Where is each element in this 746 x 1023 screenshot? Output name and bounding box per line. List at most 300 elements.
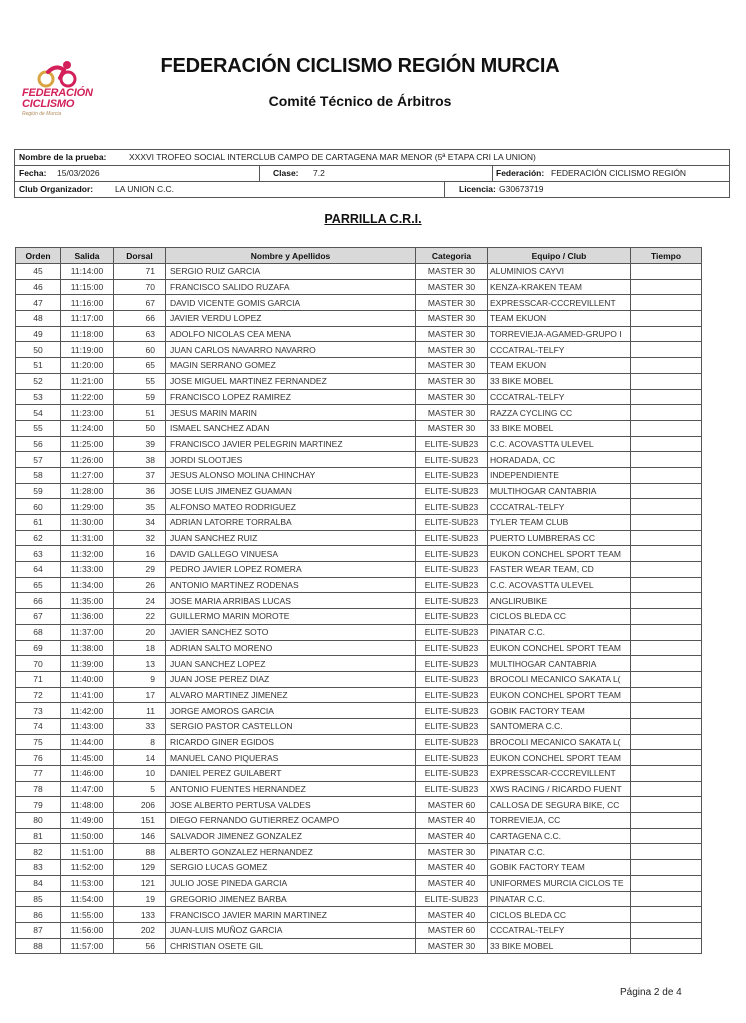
cell-nombre: DAVID GALLEGO VINUESA	[166, 546, 416, 562]
cell-nombre: DAVID VICENTE GOMIS GARCIA	[166, 295, 416, 311]
cell-nombre: FRANCISCO SALIDO RUZAFA	[166, 279, 416, 295]
table-row[interactable]	[16, 640, 702, 656]
cell-orden: 49	[16, 326, 61, 342]
prueba-value: XXXVI TROFEO SOCIAL INTERCLUB CAMPO DE CARTAGENA MAR MENOR (5ª ETAPA CRI LA UNION)	[129, 152, 536, 162]
table-row[interactable]	[16, 562, 702, 578]
cell-nombre: JAVIER SANCHEZ SOTO	[166, 624, 416, 640]
cell-nombre: ALVARO MARTINEZ JIMENEZ	[166, 687, 416, 703]
col-header-nombre[interactable]: Nombre y Apellidos	[166, 248, 416, 264]
cell-tiempo[interactable]	[631, 875, 702, 891]
cell-tiempo[interactable]	[631, 687, 702, 703]
cell-dorsal: 71	[114, 264, 166, 280]
info-row-club	[15, 182, 729, 197]
cell-tiempo[interactable]	[631, 813, 702, 829]
cell-nombre: JOSE LUIS JIMENEZ GUAMAN	[166, 483, 416, 499]
table-row[interactable]	[16, 860, 702, 876]
cell-tiempo[interactable]	[631, 938, 702, 954]
cell-tiempo[interactable]	[631, 295, 702, 311]
cell-dorsal: 38	[114, 452, 166, 468]
table-row[interactable]	[16, 656, 702, 672]
cell-salida: 11:43:00	[61, 718, 114, 734]
table-row[interactable]	[16, 264, 702, 280]
table-row[interactable]	[16, 671, 702, 687]
cell-orden: 59	[16, 483, 61, 499]
col-header-tiempo[interactable]: Tiempo	[631, 248, 702, 264]
cell-categoria: MASTER 30	[416, 311, 488, 327]
cell-salida: 11:22:00	[61, 389, 114, 405]
table-row[interactable]	[16, 279, 702, 295]
cell-tiempo[interactable]	[631, 907, 702, 923]
col-header-salida[interactable]: Salida	[61, 248, 114, 264]
cell-categoria: ELITE-SUB23	[416, 562, 488, 578]
table-row[interactable]	[16, 750, 702, 766]
cell-equipo: XWS RACING / RICARDO FUENT	[488, 781, 631, 797]
cell-nombre: JESUS MARIN MARIN	[166, 405, 416, 421]
table-row[interactable]	[16, 436, 702, 452]
cell-nombre: SALVADOR JIMENEZ GONZALEZ	[166, 828, 416, 844]
cell-tiempo[interactable]	[631, 609, 702, 625]
table-row[interactable]	[16, 515, 702, 531]
cell-orden: 69	[16, 640, 61, 656]
table-row[interactable]	[16, 938, 702, 954]
logo-text-line3: Región de Murcia	[22, 111, 62, 117]
cell-tiempo[interactable]	[631, 467, 702, 483]
cell-orden: 72	[16, 687, 61, 703]
cell-dorsal: 11	[114, 703, 166, 719]
cell-categoria: ELITE-SUB23	[416, 718, 488, 734]
cell-orden: 64	[16, 562, 61, 578]
table-row[interactable]	[16, 530, 702, 546]
licencia-value: G30673719	[499, 184, 544, 194]
cell-salida: 11:49:00	[61, 813, 114, 829]
cell-nombre: FRANCISCO JAVIER MARIN MARTINEZ	[166, 907, 416, 923]
cell-dorsal: 55	[114, 373, 166, 389]
cell-salida: 11:39:00	[61, 656, 114, 672]
prueba-label: Nombre de la prueba:	[19, 152, 107, 162]
cell-equipo: GOBIK FACTORY TEAM	[488, 703, 631, 719]
cell-equipo: CICLOS BLEDA CC	[488, 907, 631, 923]
cell-tiempo[interactable]	[631, 358, 702, 374]
table-row[interactable]	[16, 546, 702, 562]
table-row[interactable]	[16, 342, 702, 358]
cell-salida: 11:32:00	[61, 546, 114, 562]
table-row[interactable]	[16, 734, 702, 750]
cell-categoria: ELITE-SUB23	[416, 515, 488, 531]
cell-tiempo[interactable]	[631, 750, 702, 766]
cell-tiempo[interactable]	[631, 781, 702, 797]
cell-dorsal: 202	[114, 922, 166, 938]
cell-dorsal: 9	[114, 671, 166, 687]
cell-nombre: JUAN JOSE PEREZ DIAZ	[166, 671, 416, 687]
cell-salida: 11:16:00	[61, 295, 114, 311]
cell-categoria: MASTER 40	[416, 907, 488, 923]
cell-salida: 11:29:00	[61, 499, 114, 515]
cell-equipo: MULTIHOGAR CANTABRIA	[488, 483, 631, 499]
document-subtitle: Comité Técnico de Árbitros	[268, 93, 452, 109]
cell-orden: 48	[16, 311, 61, 327]
cell-categoria: ELITE-SUB23	[416, 467, 488, 483]
fecha-value: 15/03/2026	[57, 168, 100, 178]
cell-tiempo[interactable]	[631, 279, 702, 295]
cell-equipo: EUKON CONCHEL SPORT TEAM	[488, 750, 631, 766]
table-row[interactable]	[16, 577, 702, 593]
divider	[259, 166, 260, 181]
table-row[interactable]	[16, 781, 702, 797]
cell-tiempo[interactable]	[631, 860, 702, 876]
cell-dorsal: 63	[114, 326, 166, 342]
cell-tiempo[interactable]	[631, 766, 702, 782]
cell-categoria: MASTER 30	[416, 389, 488, 405]
table-row[interactable]	[16, 891, 702, 907]
cell-categoria: MASTER 40	[416, 813, 488, 829]
start-grid-table	[15, 247, 702, 954]
cell-tiempo[interactable]	[631, 499, 702, 515]
cell-tiempo[interactable]	[631, 703, 702, 719]
cell-categoria: ELITE-SUB23	[416, 734, 488, 750]
cell-orden: 75	[16, 734, 61, 750]
cell-nombre: JESUS ALONSO MOLINA CHINCHAY	[166, 467, 416, 483]
cell-orden: 71	[16, 671, 61, 687]
cell-categoria: MASTER 30	[416, 295, 488, 311]
cell-orden: 83	[16, 860, 61, 876]
table-row[interactable]	[16, 828, 702, 844]
cell-salida: 11:27:00	[61, 467, 114, 483]
table-row[interactable]	[16, 907, 702, 923]
cell-dorsal: 88	[114, 844, 166, 860]
divider	[492, 166, 493, 181]
cell-dorsal: 34	[114, 515, 166, 531]
cell-categoria: ELITE-SUB23	[416, 593, 488, 609]
cell-equipo: RAZZA CYCLING CC	[488, 405, 631, 421]
cell-nombre: GUILLERMO MARIN MOROTE	[166, 609, 416, 625]
cell-equipo: CALLOSA DE SEGURA BIKE, CC	[488, 797, 631, 813]
cell-equipo: CCCATRAL-TELFY	[488, 342, 631, 358]
logo-text-line1: FEDERACIÓN	[22, 87, 93, 99]
cell-salida: 11:42:00	[61, 703, 114, 719]
cell-orden: 85	[16, 891, 61, 907]
cell-equipo: 33 BIKE MOBEL	[488, 373, 631, 389]
cell-equipo: CARTAGENA C.C.	[488, 828, 631, 844]
table-row[interactable]	[16, 405, 702, 421]
cell-tiempo[interactable]	[631, 546, 702, 562]
cell-tiempo[interactable]	[631, 436, 702, 452]
cell-equipo: EXPRESSCAR-CCCREVILLENT	[488, 766, 631, 782]
cell-orden: 45	[16, 264, 61, 280]
cell-tiempo[interactable]	[631, 797, 702, 813]
cell-categoria: MASTER 30	[416, 844, 488, 860]
cell-tiempo[interactable]	[631, 420, 702, 436]
cell-orden: 61	[16, 515, 61, 531]
cell-categoria: ELITE-SUB23	[416, 530, 488, 546]
cell-equipo: EUKON CONCHEL SPORT TEAM	[488, 546, 631, 562]
cell-equipo: EUKON CONCHEL SPORT TEAM	[488, 687, 631, 703]
col-header-categoria[interactable]: Categoria	[416, 248, 488, 264]
cell-nombre: RICARDO GINER EGIDOS	[166, 734, 416, 750]
cell-salida: 11:55:00	[61, 907, 114, 923]
cell-tiempo[interactable]	[631, 718, 702, 734]
cell-tiempo[interactable]	[631, 828, 702, 844]
table-row[interactable]	[16, 875, 702, 891]
cell-salida: 11:56:00	[61, 922, 114, 938]
table-row[interactable]	[16, 609, 702, 625]
cell-dorsal: 67	[114, 295, 166, 311]
cell-dorsal: 13	[114, 656, 166, 672]
cell-orden: 56	[16, 436, 61, 452]
cell-categoria: MASTER 30	[416, 326, 488, 342]
cell-nombre: JOSE MARIA ARRIBAS LUCAS	[166, 593, 416, 609]
cell-tiempo[interactable]	[631, 405, 702, 421]
cell-equipo: BROCOLI MECANICO SAKATA L(	[488, 671, 631, 687]
cell-salida: 11:26:00	[61, 452, 114, 468]
cell-categoria: ELITE-SUB23	[416, 671, 488, 687]
cell-orden: 82	[16, 844, 61, 860]
table-row[interactable]	[16, 797, 702, 813]
table-row[interactable]	[16, 499, 702, 515]
cell-tiempo[interactable]	[631, 483, 702, 499]
cell-orden: 66	[16, 593, 61, 609]
cell-salida: 11:44:00	[61, 734, 114, 750]
cell-dorsal: 39	[114, 436, 166, 452]
table-row[interactable]	[16, 718, 702, 734]
cell-equipo: GOBIK FACTORY TEAM	[488, 860, 631, 876]
cell-salida: 11:35:00	[61, 593, 114, 609]
clase-value: 7.2	[313, 168, 325, 178]
cell-categoria: ELITE-SUB23	[416, 766, 488, 782]
cell-tiempo[interactable]	[631, 640, 702, 656]
cell-orden: 47	[16, 295, 61, 311]
cell-categoria: MASTER 30	[416, 420, 488, 436]
cell-tiempo[interactable]	[631, 452, 702, 468]
table-row[interactable]	[16, 389, 702, 405]
col-header-orden[interactable]: Orden	[16, 248, 61, 264]
cell-nombre: JUAN CARLOS NAVARRO NAVARRO	[166, 342, 416, 358]
table-row[interactable]	[16, 922, 702, 938]
table-row[interactable]	[16, 687, 702, 703]
table-row[interactable]	[16, 813, 702, 829]
col-header-equipo[interactable]: Equipo / Club	[488, 248, 631, 264]
cell-equipo: TORREVIEJA-AGAMED-GRUPO I	[488, 326, 631, 342]
cell-categoria: ELITE-SUB23	[416, 499, 488, 515]
cell-orden: 51	[16, 358, 61, 374]
fecha-label: Fecha:	[19, 168, 47, 178]
table-row[interactable]	[16, 766, 702, 782]
cell-categoria: MASTER 40	[416, 860, 488, 876]
cell-dorsal: 146	[114, 828, 166, 844]
cell-dorsal: 26	[114, 577, 166, 593]
cell-dorsal: 129	[114, 860, 166, 876]
cell-orden: 80	[16, 813, 61, 829]
race-info-box	[14, 149, 730, 198]
cell-dorsal: 16	[114, 546, 166, 562]
page-number: Página 2 de 4	[620, 987, 682, 998]
cell-categoria: ELITE-SUB23	[416, 891, 488, 907]
cell-dorsal: 33	[114, 718, 166, 734]
cell-salida: 11:14:00	[61, 264, 114, 280]
cell-nombre: ADOLFO NICOLAS CEA MENA	[166, 326, 416, 342]
cell-equipo: PINATAR C.C.	[488, 624, 631, 640]
cell-tiempo[interactable]	[631, 342, 702, 358]
cell-tiempo[interactable]	[631, 593, 702, 609]
cell-nombre: JOSE ALBERTO PERTUSA VALDES	[166, 797, 416, 813]
table-row[interactable]	[16, 326, 702, 342]
cell-dorsal: 29	[114, 562, 166, 578]
cell-salida: 11:24:00	[61, 420, 114, 436]
cell-categoria: MASTER 40	[416, 828, 488, 844]
cell-nombre: ISMAEL SANCHEZ ADAN	[166, 420, 416, 436]
table-row[interactable]	[16, 358, 702, 374]
cell-dorsal: 66	[114, 311, 166, 327]
cell-equipo: CCCATRAL-TELFY	[488, 389, 631, 405]
cell-orden: 62	[16, 530, 61, 546]
cell-tiempo[interactable]	[631, 326, 702, 342]
cell-equipo: TORREVIEJA, CC	[488, 813, 631, 829]
cell-salida: 11:30:00	[61, 515, 114, 531]
cell-tiempo[interactable]	[631, 530, 702, 546]
cell-orden: 50	[16, 342, 61, 358]
cell-nombre: ADRIAN LATORRE TORRALBA	[166, 515, 416, 531]
cell-equipo: TEAM EKUON	[488, 358, 631, 374]
club-value: LA UNION C.C.	[115, 184, 175, 194]
cell-nombre: ALFONSO MATEO RODRIGUEZ	[166, 499, 416, 515]
cell-tiempo[interactable]	[631, 671, 702, 687]
cell-nombre: JUAN SANCHEZ RUIZ	[166, 530, 416, 546]
cell-tiempo[interactable]	[631, 844, 702, 860]
cell-tiempo[interactable]	[631, 515, 702, 531]
cell-salida: 11:40:00	[61, 671, 114, 687]
cell-equipo: PUERTO LUMBRERAS CC	[488, 530, 631, 546]
cell-categoria: MASTER 30	[416, 279, 488, 295]
cell-dorsal: 60	[114, 342, 166, 358]
cell-orden: 88	[16, 938, 61, 954]
cell-dorsal: 36	[114, 483, 166, 499]
cell-categoria: ELITE-SUB23	[416, 656, 488, 672]
cyclist-icon	[34, 60, 88, 88]
cell-categoria: MASTER 30	[416, 373, 488, 389]
cell-salida: 11:19:00	[61, 342, 114, 358]
cell-categoria: ELITE-SUB23	[416, 436, 488, 452]
cell-salida: 11:23:00	[61, 405, 114, 421]
cell-nombre: DANIEL PEREZ GUILABERT	[166, 766, 416, 782]
cell-nombre: MANUEL CANO PIQUERAS	[166, 750, 416, 766]
cell-orden: 76	[16, 750, 61, 766]
cell-salida: 11:15:00	[61, 279, 114, 295]
cell-salida: 11:54:00	[61, 891, 114, 907]
cell-equipo: CCCATRAL-TELFY	[488, 499, 631, 515]
cell-tiempo[interactable]	[631, 624, 702, 640]
cell-equipo: SANTOMERA C.C.	[488, 718, 631, 734]
cell-equipo: C.C. ACOVASTTA ULEVEL	[488, 436, 631, 452]
cell-nombre: JULIO JOSE PINEDA GARCIA	[166, 875, 416, 891]
cell-orden: 46	[16, 279, 61, 295]
cell-salida: 11:37:00	[61, 624, 114, 640]
logo-text-line2: CICLISMO	[22, 98, 75, 110]
club-label: Club Organizador:	[19, 184, 94, 194]
cell-tiempo[interactable]	[631, 577, 702, 593]
cell-orden: 70	[16, 656, 61, 672]
cell-dorsal: 20	[114, 624, 166, 640]
cell-tiempo[interactable]	[631, 389, 702, 405]
table-row[interactable]	[16, 452, 702, 468]
cell-dorsal: 37	[114, 467, 166, 483]
cell-nombre: MAGIN SERRANO GOMEZ	[166, 358, 416, 374]
cell-categoria: ELITE-SUB23	[416, 640, 488, 656]
cell-tiempo[interactable]	[631, 264, 702, 280]
table-row[interactable]	[16, 420, 702, 436]
cell-nombre: PEDRO JAVIER LOPEZ ROMERA	[166, 562, 416, 578]
cell-nombre: CHRISTIAN OSETE GIL	[166, 938, 416, 954]
cell-salida: 11:45:00	[61, 750, 114, 766]
cell-salida: 11:53:00	[61, 875, 114, 891]
cell-categoria: MASTER 60	[416, 797, 488, 813]
cell-orden: 57	[16, 452, 61, 468]
cell-tiempo[interactable]	[631, 562, 702, 578]
cell-salida: 11:50:00	[61, 828, 114, 844]
cell-categoria: ELITE-SUB23	[416, 546, 488, 562]
table-row[interactable]	[16, 295, 702, 311]
cell-salida: 11:57:00	[61, 938, 114, 954]
table-row[interactable]	[16, 593, 702, 609]
cell-categoria: ELITE-SUB23	[416, 750, 488, 766]
cell-categoria: ELITE-SUB23	[416, 609, 488, 625]
cell-nombre: SERGIO PASTOR CASTELLON	[166, 718, 416, 734]
cell-dorsal: 133	[114, 907, 166, 923]
cell-categoria: MASTER 60	[416, 922, 488, 938]
cell-dorsal: 5	[114, 781, 166, 797]
cell-salida: 11:33:00	[61, 562, 114, 578]
table-row[interactable]	[16, 703, 702, 719]
cell-tiempo[interactable]	[631, 373, 702, 389]
cell-tiempo[interactable]	[631, 656, 702, 672]
cell-orden: 60	[16, 499, 61, 515]
cell-salida: 11:17:00	[61, 311, 114, 327]
table-row[interactable]	[16, 844, 702, 860]
cell-tiempo[interactable]	[631, 891, 702, 907]
cell-nombre: SERGIO RUIZ GARCIA	[166, 264, 416, 280]
cell-orden: 84	[16, 875, 61, 891]
table-row[interactable]	[16, 311, 702, 327]
table-header-row	[16, 248, 702, 264]
table-row[interactable]	[16, 467, 702, 483]
cell-salida: 11:34:00	[61, 577, 114, 593]
cell-nombre: DIEGO FERNANDO GUTIERREZ OCAMPO	[166, 813, 416, 829]
cell-nombre: JUAN-LUIS MUÑOZ GARCIA	[166, 922, 416, 938]
cell-equipo: ANGLIRUBIKE	[488, 593, 631, 609]
table-body	[16, 264, 702, 954]
cell-dorsal: 8	[114, 734, 166, 750]
cell-tiempo[interactable]	[631, 922, 702, 938]
cell-categoria: MASTER 30	[416, 938, 488, 954]
cell-tiempo[interactable]	[631, 311, 702, 327]
cell-categoria: MASTER 30	[416, 405, 488, 421]
cell-nombre: GREGORIO JIMENEZ BARBA	[166, 891, 416, 907]
table-row[interactable]	[16, 624, 702, 640]
federation-logo	[22, 60, 102, 122]
cell-categoria: ELITE-SUB23	[416, 781, 488, 797]
cell-dorsal: 51	[114, 405, 166, 421]
cell-dorsal: 121	[114, 875, 166, 891]
cell-dorsal: 14	[114, 750, 166, 766]
divider	[444, 182, 445, 197]
cell-salida: 11:21:00	[61, 373, 114, 389]
table-row[interactable]	[16, 483, 702, 499]
cell-tiempo[interactable]	[631, 734, 702, 750]
table-row[interactable]	[16, 373, 702, 389]
cell-nombre: JORDI SLOOTJES	[166, 452, 416, 468]
cell-equipo: ALUMINIOS CAYVI	[488, 264, 631, 280]
cell-equipo: INDEPENDIENTE	[488, 467, 631, 483]
cell-categoria: ELITE-SUB23	[416, 452, 488, 468]
col-header-dorsal[interactable]: Dorsal	[114, 248, 166, 264]
